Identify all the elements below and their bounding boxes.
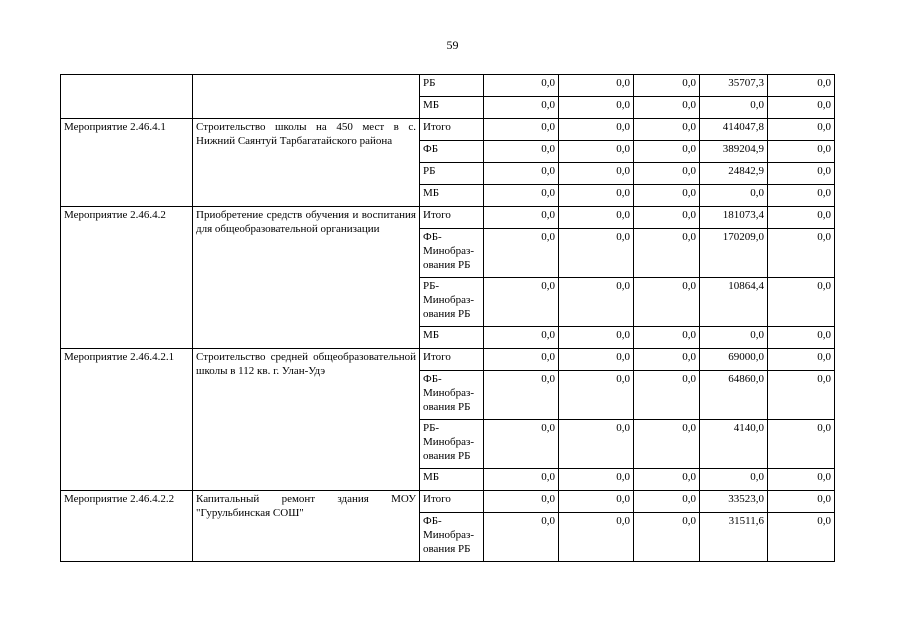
value-cell: 33523,0 — [700, 491, 768, 513]
value-cell: 0,0 — [634, 141, 700, 163]
value-cell: 0,0 — [484, 141, 559, 163]
event-label: Мероприятие 2.46.4.2 — [61, 207, 193, 349]
funding-table — [60, 74, 835, 562]
source-cell: ФБ-Минобразования РБ — [420, 513, 484, 562]
value-cell: 0,0 — [484, 371, 559, 420]
value-cell: 0,0 — [768, 75, 835, 97]
value-cell: 0,0 — [768, 229, 835, 278]
value-cell: 0,0 — [634, 327, 700, 349]
value-cell: 0,0 — [634, 349, 700, 371]
value-cell: 0,0 — [768, 141, 835, 163]
value-cell: 10864,4 — [700, 278, 768, 327]
event-description: Капитальный ремонт здания МОУ "Гурульбинская СОШ" — [193, 491, 420, 562]
source-cell: РБ-Минобразования РБ — [420, 420, 484, 469]
value-cell: 0,0 — [484, 97, 559, 119]
value-cell: 0,0 — [634, 513, 700, 562]
value-cell: 0,0 — [634, 207, 700, 229]
value-cell: 0,0 — [559, 278, 634, 327]
value-cell: 0,0 — [634, 278, 700, 327]
value-cell: 0,0 — [559, 371, 634, 420]
source-cell: Итого — [420, 491, 484, 513]
value-cell: 0,0 — [634, 469, 700, 491]
value-cell: 181073,4 — [700, 207, 768, 229]
source-cell: Итого — [420, 207, 484, 229]
source-cell: Итого — [420, 119, 484, 141]
value-cell: 0,0 — [484, 229, 559, 278]
value-cell: 0,0 — [559, 349, 634, 371]
value-cell: 0,0 — [700, 185, 768, 207]
value-cell: 0,0 — [768, 371, 835, 420]
value-cell: 0,0 — [484, 349, 559, 371]
event-description: Строительство школы на 450 мест в с. Нижний Саянтуй Тарбагатайского района — [193, 119, 420, 207]
source-cell: РБ — [420, 75, 484, 97]
value-cell: 0,0 — [700, 97, 768, 119]
value-cell: 0,0 — [700, 469, 768, 491]
source-cell: МБ — [420, 97, 484, 119]
source-cell: МБ — [420, 469, 484, 491]
table-row — [61, 491, 835, 513]
value-cell: 0,0 — [559, 513, 634, 562]
value-cell: 389204,9 — [700, 141, 768, 163]
value-cell: 0,0 — [484, 491, 559, 513]
source-cell: ФБ-Минобразования РБ — [420, 229, 484, 278]
value-cell: 0,0 — [559, 491, 634, 513]
value-cell: 0,0 — [559, 119, 634, 141]
value-cell: 0,0 — [634, 491, 700, 513]
value-cell: 0,0 — [634, 185, 700, 207]
value-cell: 0,0 — [634, 119, 700, 141]
table-row — [61, 75, 835, 97]
value-cell: 0,0 — [634, 229, 700, 278]
table-row — [61, 207, 835, 229]
value-cell: 0,0 — [768, 207, 835, 229]
value-cell: 0,0 — [634, 75, 700, 97]
source-cell: ФБ — [420, 141, 484, 163]
source-cell: РБ — [420, 163, 484, 185]
value-cell: 0,0 — [768, 163, 835, 185]
value-cell: 4140,0 — [700, 420, 768, 469]
value-cell: 0,0 — [768, 97, 835, 119]
value-cell: 0,0 — [768, 185, 835, 207]
value-cell: 0,0 — [484, 75, 559, 97]
table-row — [61, 349, 835, 371]
value-cell: 69000,0 — [700, 349, 768, 371]
value-cell: 414047,8 — [700, 119, 768, 141]
value-cell: 24842,9 — [700, 163, 768, 185]
event-description: Строительство средней общеобразовательной школы в 112 кв. г. Улан-Удэ — [193, 349, 420, 491]
value-cell: 0,0 — [484, 469, 559, 491]
value-cell: 0,0 — [634, 97, 700, 119]
value-cell: 0,0 — [634, 163, 700, 185]
value-cell: 0,0 — [768, 119, 835, 141]
page-number: 59 — [446, 38, 459, 52]
value-cell: 0,0 — [484, 119, 559, 141]
value-cell: 0,0 — [484, 163, 559, 185]
value-cell: 0,0 — [559, 229, 634, 278]
value-cell: 0,0 — [768, 327, 835, 349]
value-cell: 0,0 — [559, 97, 634, 119]
table-row — [61, 119, 835, 141]
value-cell: 0,0 — [559, 75, 634, 97]
value-cell: 0,0 — [768, 469, 835, 491]
value-cell: 0,0 — [559, 185, 634, 207]
source-cell: ФБ-Минобразования РБ — [420, 371, 484, 420]
value-cell: 0,0 — [768, 513, 835, 562]
value-cell: 0,0 — [700, 327, 768, 349]
value-cell: 0,0 — [768, 420, 835, 469]
value-cell: 0,0 — [484, 207, 559, 229]
value-cell: 0,0 — [484, 513, 559, 562]
value-cell: 0,0 — [634, 420, 700, 469]
event-label: Мероприятие 2.46.4.2.1 — [61, 349, 193, 491]
source-cell: Итого — [420, 349, 484, 371]
value-cell: 0,0 — [768, 491, 835, 513]
value-cell: 0,0 — [484, 278, 559, 327]
value-cell: 0,0 — [559, 163, 634, 185]
value-cell: 31511,6 — [700, 513, 768, 562]
value-cell: 64860,0 — [700, 371, 768, 420]
source-cell: МБ — [420, 327, 484, 349]
value-cell: 0,0 — [559, 141, 634, 163]
event-label: Мероприятие 2.46.4.2.2 — [61, 491, 193, 562]
source-cell: РБ-Минобразования РБ — [420, 278, 484, 327]
label-cell — [61, 75, 193, 119]
event-description: Приобретение средств обучения и воспитания для общеобразовательной организации — [193, 207, 420, 349]
value-cell: 0,0 — [559, 469, 634, 491]
value-cell: 0,0 — [559, 327, 634, 349]
value-cell: 35707,3 — [700, 75, 768, 97]
source-cell: МБ — [420, 185, 484, 207]
value-cell: 0,0 — [559, 207, 634, 229]
value-cell: 0,0 — [484, 420, 559, 469]
value-cell: 0,0 — [768, 349, 835, 371]
value-cell: 0,0 — [484, 185, 559, 207]
value-cell: 0,0 — [634, 371, 700, 420]
value-cell: 0,0 — [484, 327, 559, 349]
description-cell — [193, 75, 420, 119]
event-label: Мероприятие 2.46.4.1 — [61, 119, 193, 207]
value-cell: 0,0 — [559, 420, 634, 469]
value-cell: 0,0 — [768, 278, 835, 327]
value-cell: 170209,0 — [700, 229, 768, 278]
